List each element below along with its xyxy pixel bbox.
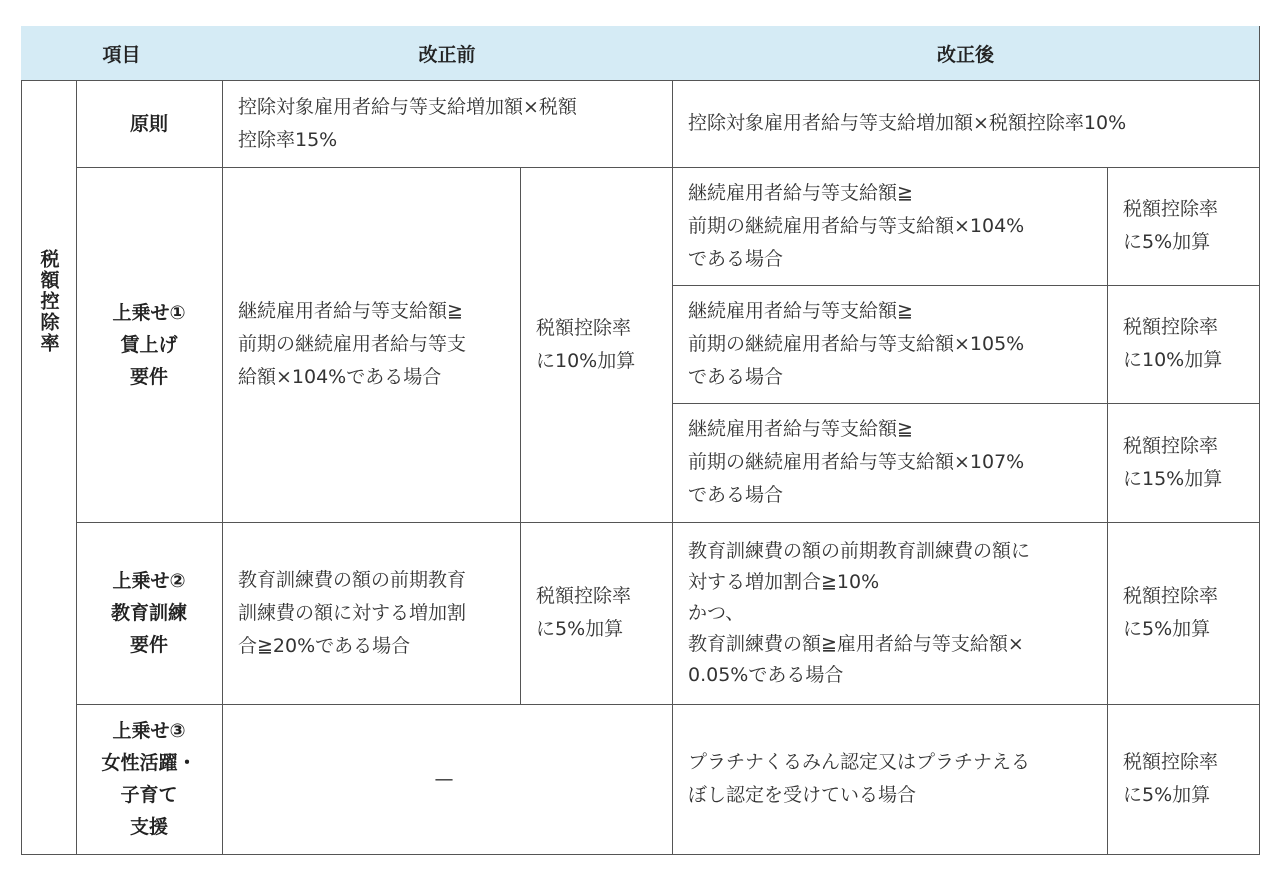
principle-before [222,80,673,168]
addon1-after-line: 前期の継続雇用者給与等支給額×107% [688,451,1025,473]
addon2-after-rate-line: 税額控除率 [1123,585,1219,607]
addon1-label-line: 賃上げ [120,333,178,356]
addon1-after-condition-105 [672,285,1108,404]
category-tax-credit-rate [21,80,77,523]
header-item [21,26,223,81]
addon2-before-rate [520,522,673,705]
addon3-before-dash: — [434,767,454,790]
addon2-before-line: 合≧20%である場合 [238,634,411,657]
addon1-after-rate-10 [1107,285,1260,404]
addon2-label-line: 要件 [129,634,168,656]
header-before-label: 改正前 [418,43,476,66]
header-after-label: 改正後 [936,43,994,66]
addon1-after-condition-107 [672,403,1108,523]
addon3-after-rate [1107,704,1260,855]
addon1-after-rate-15 [1107,403,1260,523]
addon1-after-line: 前期の継続雇用者給与等支給額×105% [688,332,1025,355]
addon2-after-line: 教育訓練費の額の前期教育訓練費の額に [688,539,1031,562]
addon2-label-line: 上乗せ② [112,570,186,592]
category-label: 税額控除率 [37,249,60,354]
addon1-label-line: 上乗せ① [112,301,186,324]
addon3-after-line: ぼし認定を受けている場合 [688,784,917,806]
addon1-after-line: 継続雇用者給与等支給額≧ [688,181,913,204]
addon2-after-line: 対する増加割合≧10% [688,570,880,593]
principle-label-text: 原則 [129,112,168,135]
addon1-before-condition [222,167,521,523]
addon3-label-line: 女性活躍・ [101,752,197,774]
header-after [672,26,1260,81]
addon2-before-line: 教育訓練費の額の前期教育 [238,568,467,591]
principle-after [672,80,1260,168]
addon1-after-line: である場合 [688,484,784,506]
header-item-label: 項目 [102,43,141,66]
addon1-before-rate [520,167,673,523]
addon1-before-rate-line: 税額控除率 [536,316,632,339]
row-label-addon2 [76,522,223,705]
addon1-before-line: 前期の継続雇用者給与等支 [238,333,467,355]
addon1-label-line: 要件 [129,365,168,388]
principle-before-line: 控除率15% [238,128,338,151]
addon2-after-line: かつ、 [688,601,745,624]
addon1-after-line: 継続雇用者給与等支給額≧ [688,418,913,440]
addon3-label-line: 上乗せ③ [112,720,186,742]
addon1-after-rate-line: に15%加算 [1123,467,1223,490]
addon1-after-line: である場合 [688,365,784,388]
addon2-before-line: 訓練費の額に対する増加割 [238,601,467,624]
addon1-before-line: 給額×104%である場合 [238,366,442,388]
addon1-after-rate-line: 税額控除率 [1123,198,1219,220]
addon2-after-condition [672,522,1108,705]
addon2-label-line: 教育訓練 [110,602,187,624]
addon1-before-rate-line: に10%加算 [536,349,636,372]
addon2-after-rate [1107,522,1260,705]
addon2-after-line: 教育訓練費の額≧雇用者給与等支給額× [688,632,1024,655]
addon1-after-condition-104 [672,167,1108,286]
addon3-label-line: 支援 [129,816,168,838]
addon1-after-rate-line: に5%加算 [1123,231,1211,253]
addon1-after-rate-line: 税額控除率 [1123,316,1219,338]
addon3-after-rate-line: に5%加算 [1123,784,1211,806]
addon3-after-rate-line: 税額控除率 [1123,751,1219,773]
addon1-after-line: 継続雇用者給与等支給額≧ [688,299,913,322]
row-label-addon3 [76,704,223,855]
addon2-after-rate-line: に5%加算 [1123,618,1211,640]
addon1-after-rate-line: に10%加算 [1123,349,1223,371]
addon1-after-rate-5 [1107,167,1260,286]
addon3-after-line: プラチナくるみん認定又はプラチナえる [688,751,1031,773]
addon1-after-line: である場合 [688,247,784,270]
principle-after-text: 控除対象雇用者給与等支給増加額×税額控除率10% [688,112,1127,134]
category-blank-lower [21,522,77,855]
addon3-before [222,704,673,855]
row-label-principle [76,80,223,168]
addon3-after-condition [672,704,1108,855]
addon3-label-line: 子育て [120,784,178,806]
addon2-before-rate-line: 税額控除率 [536,585,632,607]
addon1-after-line: 前期の継続雇用者給与等支給額×104% [688,214,1025,237]
addon1-before-line: 継続雇用者給与等支給額≧ [238,300,463,322]
principle-before-line: 控除対象雇用者給与等支給増加額×税額 [238,95,577,118]
addon1-after-rate-line: 税額控除率 [1123,434,1219,457]
row-label-addon1 [76,167,223,523]
addon2-before-condition [222,522,521,705]
header-before [222,26,673,81]
addon2-before-rate-line: に5%加算 [536,618,624,640]
addon2-after-line: 0.05%である場合 [688,663,844,686]
